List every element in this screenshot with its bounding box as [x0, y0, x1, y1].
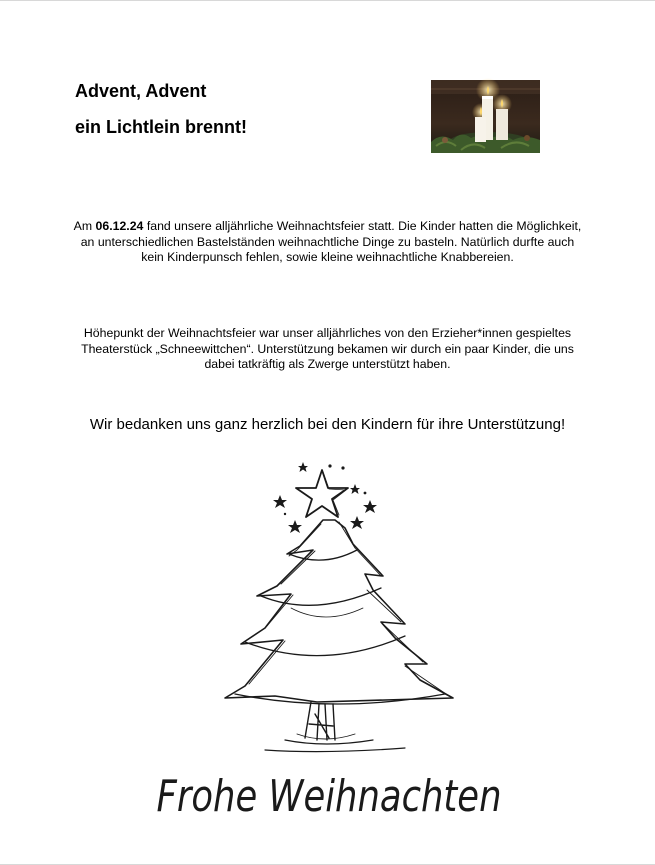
thanks-text: Wir bedanken uns ganz herzlich bei den Kindern für ihre Unterstützung!: [89, 416, 566, 433]
greeting-frohe-weihnachten: [152, 755, 507, 830]
heading-line-1: Advent, Advent: [75, 81, 207, 101]
christmas-tree-sketch: [205, 458, 470, 763]
paragraph-feier: [70, 219, 585, 266]
paragraph-1-prefix: Am: [73, 219, 96, 233]
greeting-text: Frohe Weihnachten: [156, 771, 502, 822]
heading-line-2: ein Lichtlein brennt!: [75, 117, 248, 137]
advent-candles-photo: [431, 80, 540, 153]
paragraph-1-text: fand unsere alljährliche Weihnachtsfeier statt. Die Kinder hatten die Möglichkeit, an unterschiedlichen Bastelständen weihnachtliche Dinge zu basteln. Natürlich durfte auch kein Kinderpunsch fehlen, sowie kleine weihnachtliche Knabbereien.: [80, 219, 582, 264]
paragraph-theater: Höhepunkt der Weihnachtsfeier war unser alljährliches von den Erzieher*innen gespieltes Theaterstück „Schneewittchen“. Unterstützung bekamen wir durch ein paar Kinder, die uns dabei tatkräftig als Zwerge unterstützt haben.: [81, 326, 574, 371]
event-date: 06.12.24: [95, 219, 144, 233]
page-top-border: [0, 0, 655, 1]
